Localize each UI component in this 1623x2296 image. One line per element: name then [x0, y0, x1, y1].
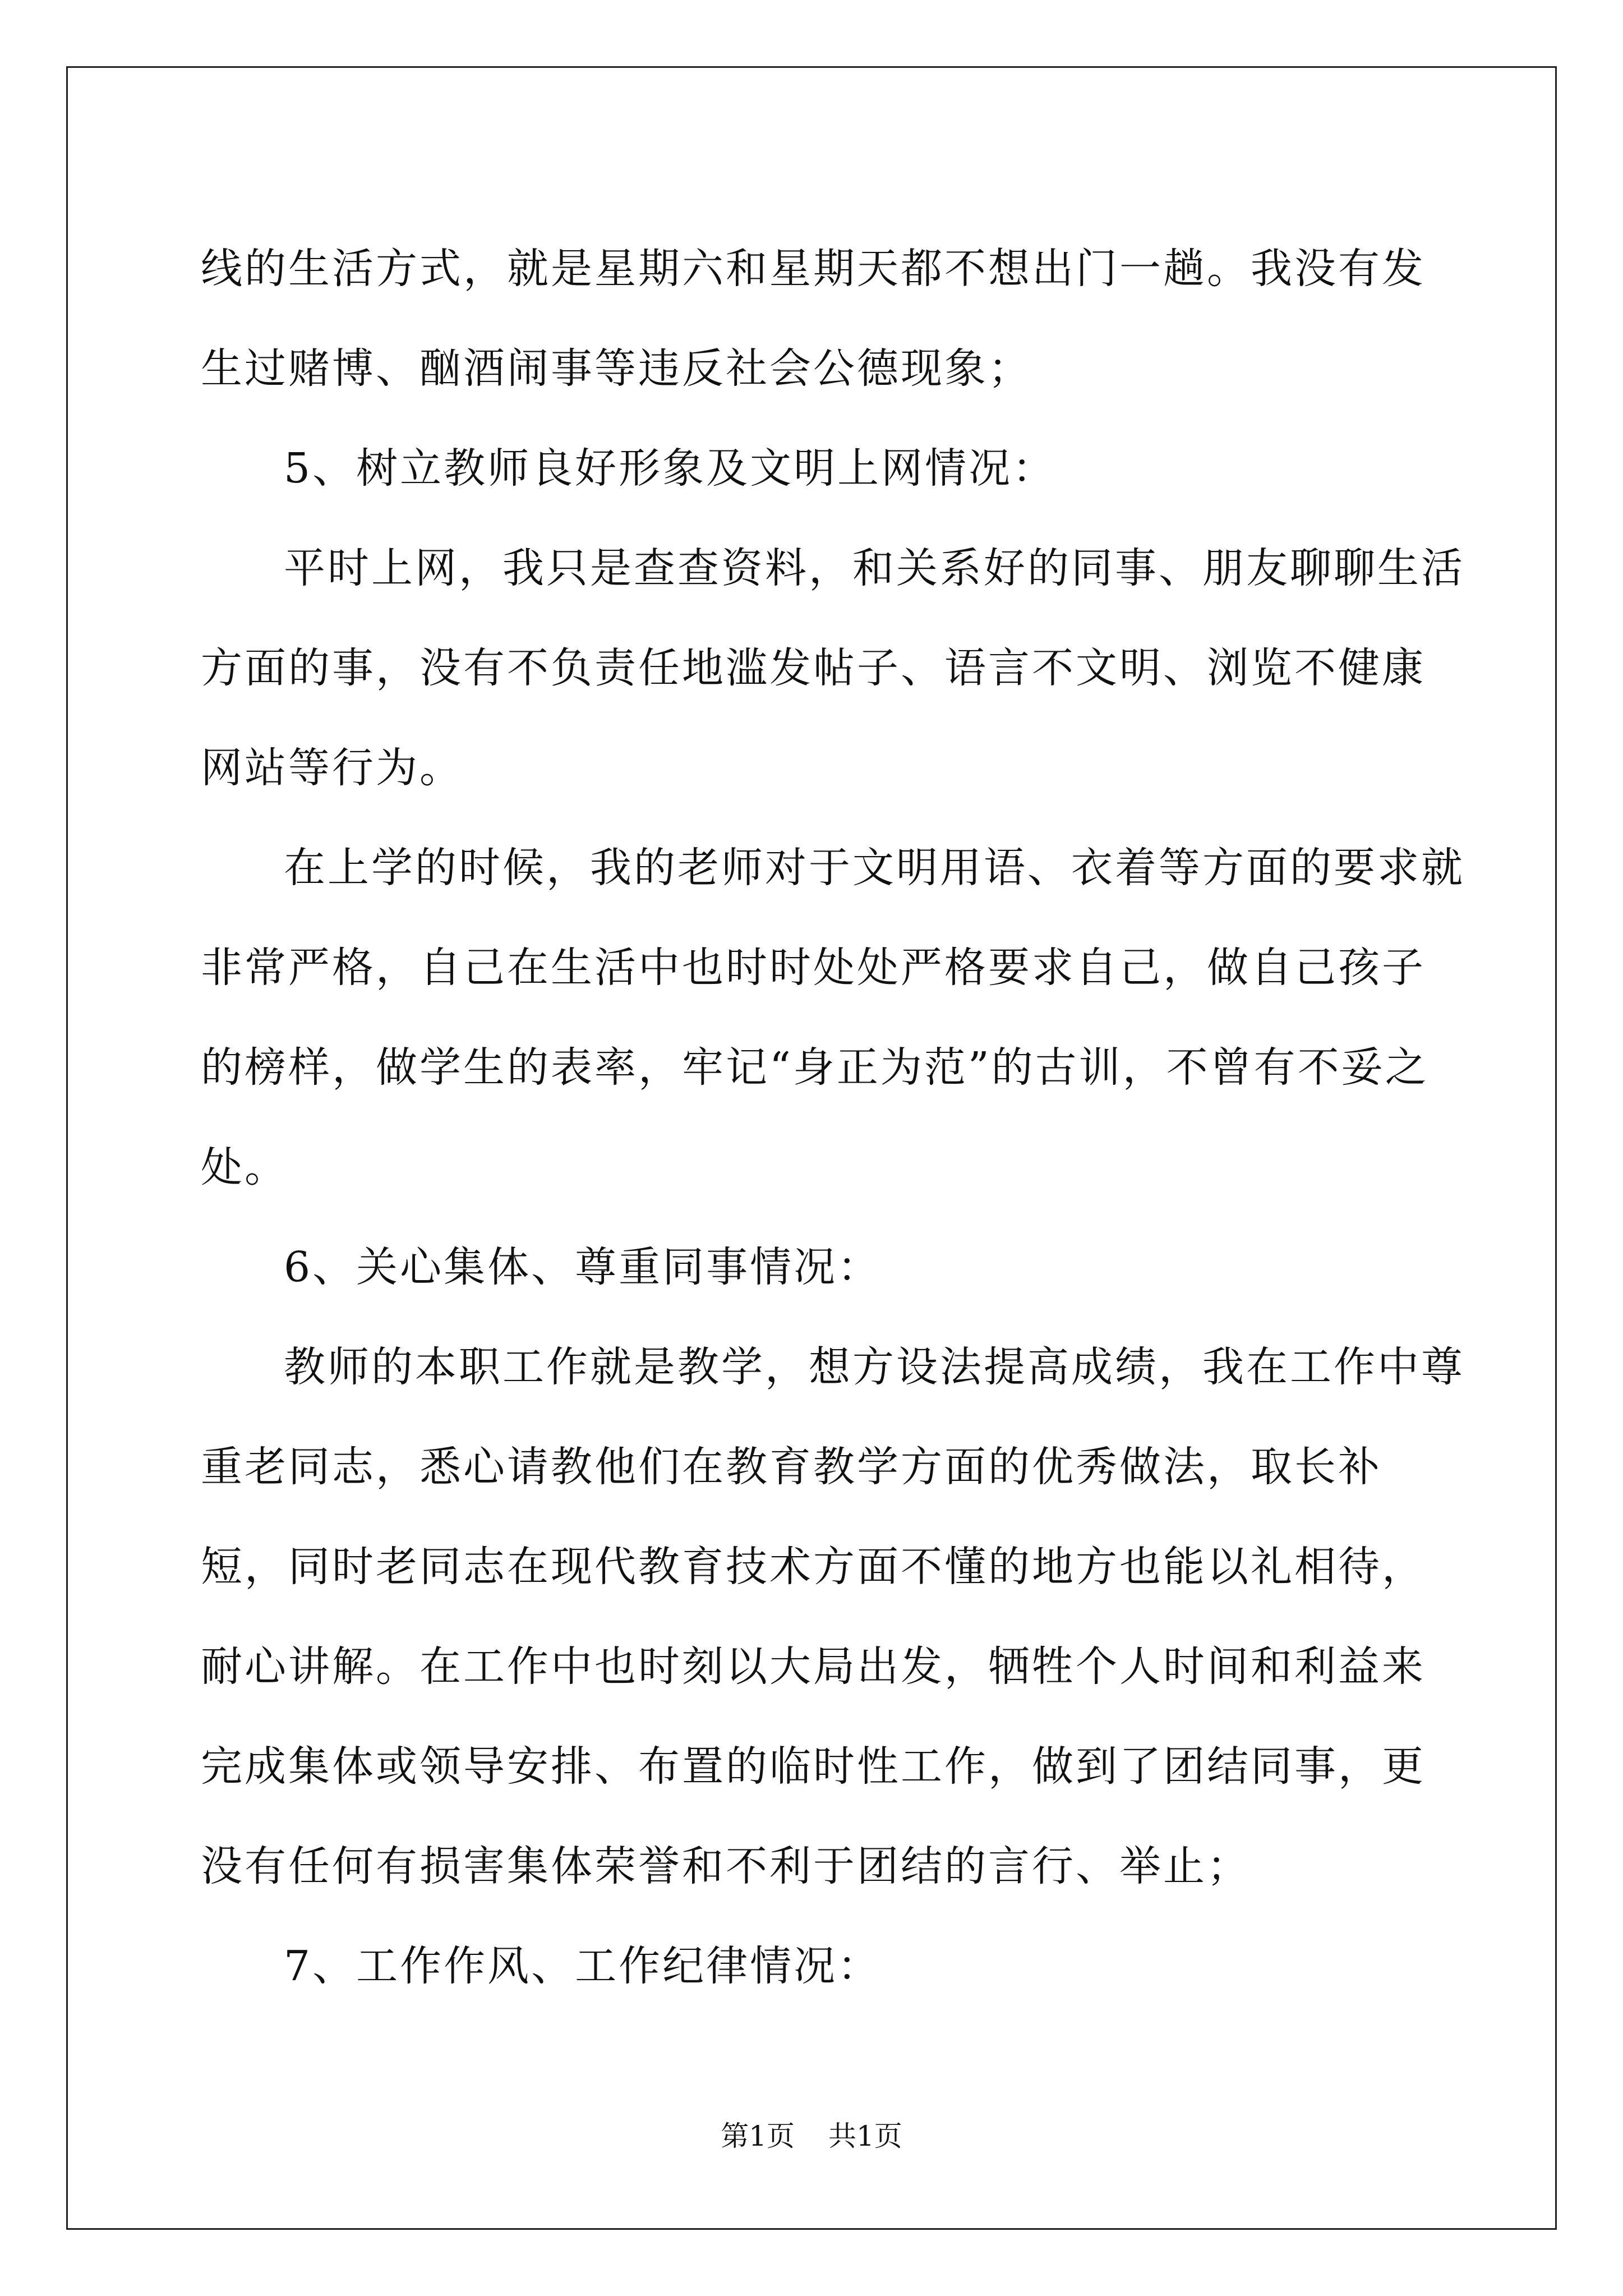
page-number: 第1页 [721, 2120, 795, 2152]
paragraph: 在上学的时候，我的老师对于文明用语、衣着等方面的要求就非常严格，自己在生活中也时时处处严格要求自己，做自己孩子的榜样，做学生的表率，牢记“身正为范”的古训，不曾有不妥之处。 [201, 844, 1465, 1191]
section-heading: 7、工作作风、工作纪律情况： [284, 1942, 882, 1990]
section-heading: 6、关心集体、尊重同事情况： [284, 1243, 882, 1291]
page-total: 共1页 [828, 2120, 902, 2152]
paragraph: 线的生活方式，就是星期六和星期天都不想出门一趟。我没有发生过赌博、酗酒闹事等违反社会公德现象； [201, 245, 1426, 393]
section-heading: 5、树立教师良好形象及文明上网情况： [284, 444, 1057, 493]
paragraph: 教师的本职工作就是教学，想方设法提高成绩，我在工作中尊重老同志，悉心请教他们在教育教学方面的优秀做法，取长补短，同时老同志在现代教育技术方面不懂的地方也能以礼相待，耐心讲解。在工作中也时刻以大局出发，牺牲个人时间和利益来完成集体或领导安排、布置的临时性工作，做到了团结同事，更没有任何有损害集体荣誉和不利于团结的言行、举止； [201, 1343, 1465, 1890]
document-body [201, 219, 1468, 2016]
paragraph: 平时上网，我只是查查资料，和关系好的同事、朋友聊聊生活方面的事，没有不负责任地滥发帖子、语言不文明、浏览不健康网站等行为。 [201, 544, 1465, 792]
page-footer [0, 2119, 1623, 2153]
